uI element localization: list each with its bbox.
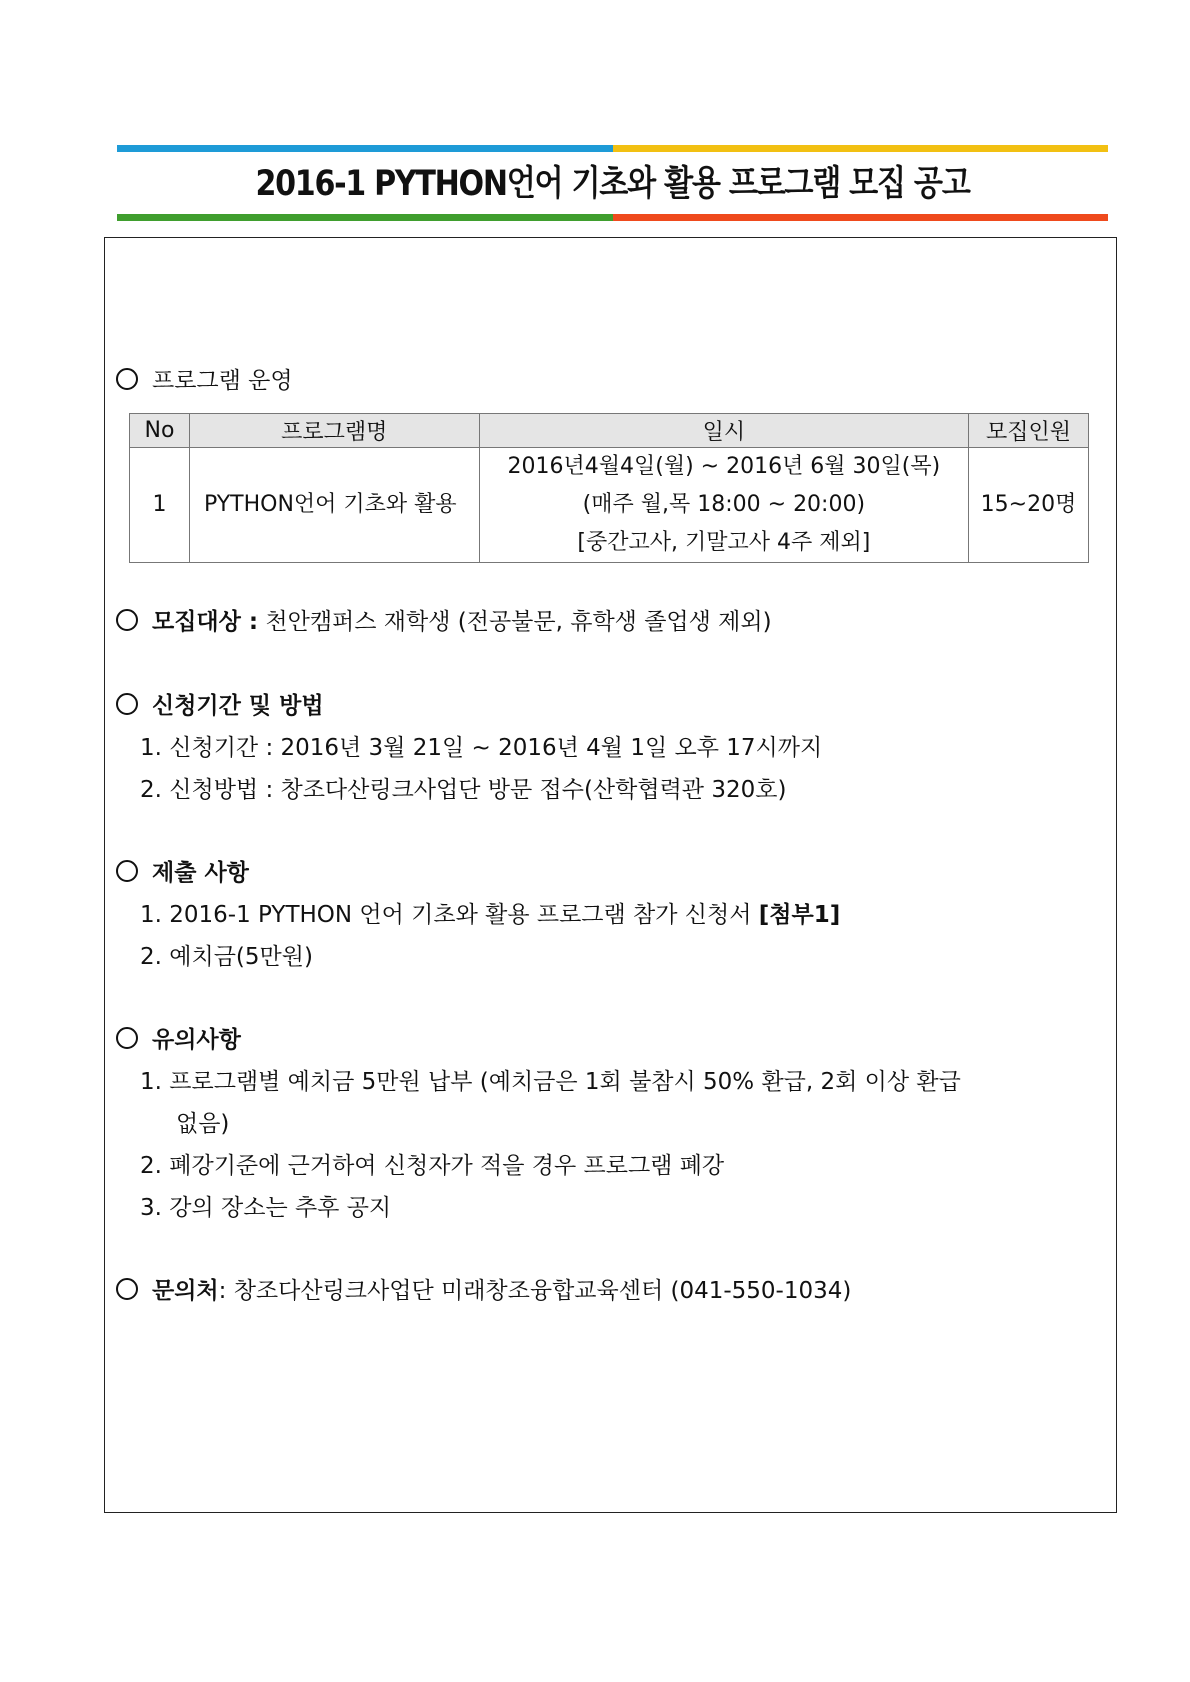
title-top-bar-right xyxy=(613,145,1109,152)
title-top-bar xyxy=(117,145,1108,152)
cell-date xyxy=(479,448,968,563)
header-program-name: 프로그램명 xyxy=(189,414,479,448)
date-line-3: [중간고사, 기말고사 4주 제외] xyxy=(577,530,871,555)
circle-bullet-icon xyxy=(116,368,138,390)
submit-section-heading xyxy=(116,858,249,888)
notes-heading-text: 유의사항 xyxy=(152,1027,241,1053)
title-bottom-bar-right xyxy=(613,214,1109,221)
circle-bullet-icon xyxy=(116,1278,138,1300)
cell-no: 1 xyxy=(130,448,190,563)
circle-bullet-icon xyxy=(116,609,138,631)
title-top-bar-left xyxy=(117,145,613,152)
header-date: 일시 xyxy=(479,414,968,448)
contact-text: : 창조다산링크사업단 미래창조융합교육센터 (041-550-1034) xyxy=(218,1278,852,1304)
apply-heading-text: 신청기간 및 방법 xyxy=(152,693,324,719)
submit-item-1-text: 1. 2016-1 PYTHON 언어 기초와 활용 프로그램 참가 신청서 xyxy=(140,902,752,928)
notes-item-1-line-1: 1. 프로그램별 예치금 5만원 납부 (예치금은 1회 불참시 50% 환급, 2회 이상 환급 xyxy=(140,1069,961,1095)
date-line-2: (매주 월,목 18:00 ~ 20:00) xyxy=(582,492,866,517)
circle-bullet-icon xyxy=(116,1027,138,1049)
date-line-1: 2016년4월4일(월) ~ 2016년 6월 30일(목) xyxy=(507,454,941,479)
title-bottom-bar xyxy=(117,214,1108,221)
contact-label: 문의처 xyxy=(152,1278,219,1304)
table-row xyxy=(130,448,1089,563)
page-title: 2016-1 PYTHON언어 기초와 활용 프로그램 모집 공고 xyxy=(255,164,970,204)
target-section xyxy=(116,607,772,637)
apply-section-heading xyxy=(116,691,324,721)
apply-item-2: 2. 신청방법 : 창조다산링크사업단 방문 접수(산학협력관 320호) xyxy=(140,777,787,803)
program-section-heading xyxy=(116,366,293,396)
cell-program-name: PYTHON언어 기초와 활용 xyxy=(189,448,479,563)
submit-item-2: 2. 예치금(5만원) xyxy=(140,944,313,970)
notes-item-2: 2. 폐강기준에 근거하여 신청자가 적을 경우 프로그램 폐강 xyxy=(140,1153,725,1179)
submit-heading-text: 제출 사항 xyxy=(152,860,249,886)
notes-item-1-line-2: 없음) xyxy=(176,1111,230,1137)
header-no: No xyxy=(130,414,190,448)
program-heading-text: 프로그램 운영 xyxy=(152,368,293,394)
title-bottom-bar-left xyxy=(117,214,613,221)
attachment-ref: [첨부1] xyxy=(758,902,841,928)
circle-bullet-icon xyxy=(116,860,138,882)
submit-item-1 xyxy=(140,900,840,930)
apply-item-1: 1. 신청기간 : 2016년 3월 21일 ~ 2016년 4월 1일 오후 17시까지 xyxy=(140,735,823,761)
table-header-row xyxy=(130,414,1089,448)
program-table xyxy=(129,413,1089,563)
notes-section-heading xyxy=(116,1025,241,1055)
target-text: 천안캠퍼스 재학생 (전공불문, 휴학생 졸업생 제외) xyxy=(265,609,772,635)
contact-section xyxy=(116,1276,851,1306)
target-label: 모집대상 : xyxy=(152,609,259,635)
circle-bullet-icon xyxy=(116,693,138,715)
header-capacity: 모집인원 xyxy=(969,414,1089,448)
cell-capacity: 15~20명 xyxy=(969,448,1089,563)
notes-item-3: 3. 강의 장소는 추후 공지 xyxy=(140,1195,392,1221)
